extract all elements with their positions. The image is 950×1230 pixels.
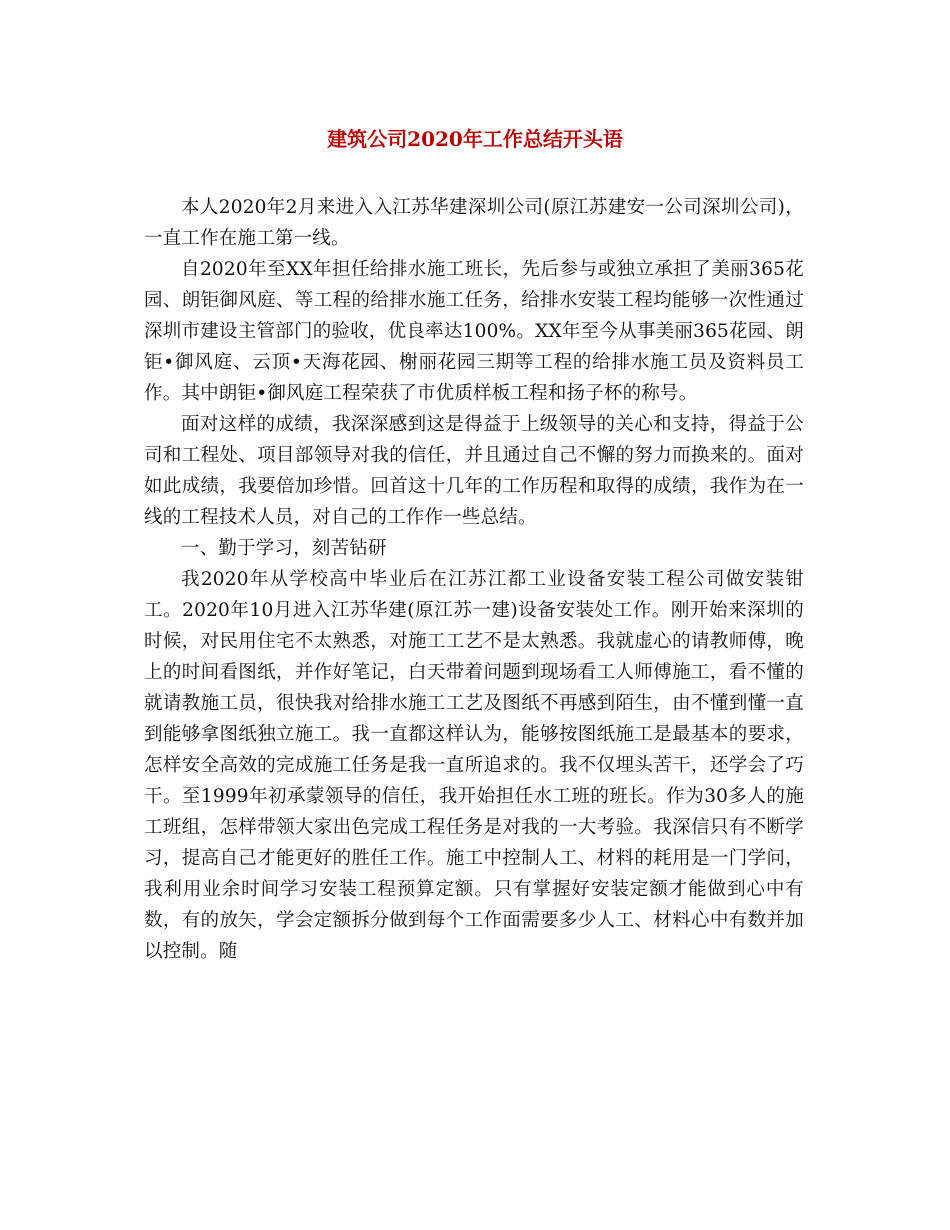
document-title: 建筑公司2020年工作总结开头语 [327,127,623,151]
paragraph-3: 面对这样的成绩，我深深感到这是得益于上级领导的关心和支持，得益于公司和工程处、项目部领导对我的信任，并且通过自己不懈的努力而换来的。面对如此成绩，我要倍加珍惜。回首这十几年的工作历程和取得的成绩，我作为在一线的工程技术人员，对自己的工作作一些总结。 [144,414,804,528]
paragraph-4: 我2020年从学校高中毕业后在江苏江都工业设备安装工程公司做安装钳工。2020年10月进入江苏华建(原江苏一建)设备安装处工作。刚开始来深圳的时候，对民用住宅不太熟悉，对施工工艺不是太熟悉。我就虚心的请教师傅，晚上的时间看图纸，并作好笔记，白天带着问题到现场看工人师傅施工，看不懂的就请教施工员，很快我对给排水施工工艺及图纸不再感到陌生，由不懂到懂一直到能够拿图纸独立施工。我一直都这样认为，能够按图纸施工是最基本的要求，怎样安全高效的完成施工任务是我一直所追求的。我不仅埋头苦干，还学会了巧干。至1999年初承蒙领导的信任，我开始担任水工班的班长。作为30多人的施工班组，怎样带领大家出色完成工程任务是对我的一大考验。我深信只有不断学习，提高自己才能更好的胜任工作。施工中控制人工、材料的耗用是一门学问，我利用业余时间学习安装工程预算定额。只有掌握好安装定额才能做到心中有数，有的放矢，学会定额拆分做到每个工作面需要多少人工、材料心中有数并加以控制。随 [144,569,804,962]
paragraph-2: 自2020年至XX年担任给排水施工班长，先后参与或独立承担了美丽365花园、朗钜御风庭、等工程的给排水施工任务，给排水安装工程均能够一次性通过深圳市建设主管部门的验收，优良率达100%。XX年至今从事美丽365花园、朗钜•御风庭、云顶•天海花园、榭丽花园三期等工程的给排水施工员及资料员工作。其中朗钜•御风庭工程荣获了市优质样板工程和扬子杯的称号。 [144,259,804,404]
document-body [144,192,804,967]
section-heading-1: 一、勤于学习，刻苦钻研 [181,538,387,559]
paragraph-1: 本人2020年2月来进入入江苏华建深圳公司(原江苏建安一公司深圳公司)，一直工作在施工第一线。 [144,197,804,249]
